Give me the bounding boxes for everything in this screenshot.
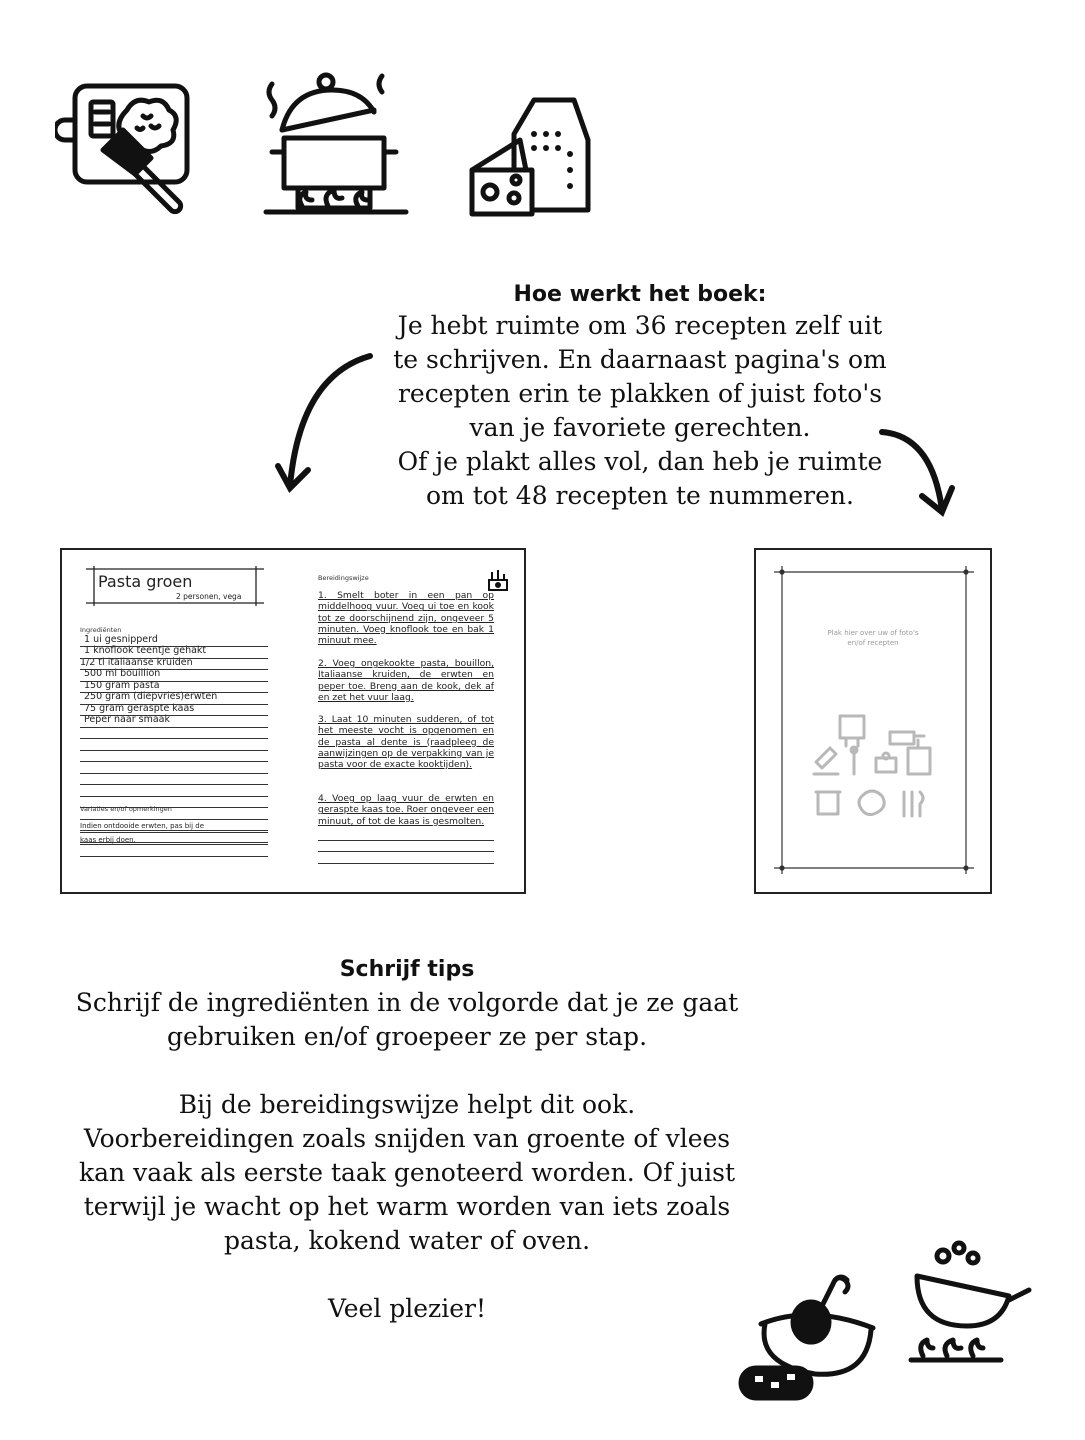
recipe-book-preview	[60, 548, 526, 894]
ruled-line	[80, 692, 268, 693]
list-item: 500 ml bouillion	[84, 668, 161, 679]
text-line: gebruiken en/of groepeer ze per stap.	[166, 1022, 648, 1051]
list-item: 250 gram (diepvries)erwten	[84, 691, 218, 702]
paste-page-preview	[754, 548, 992, 894]
method-step: 3. Laat 10 minuten sudderen, of tot het meeste vocht is opgenomen en de pasta al dente is (raadpleeg de aanwijzingen op de verpakking van je pasta voor de exacte kooktijden).	[318, 714, 494, 771]
ruled-line	[80, 715, 268, 716]
text-line: Bij de bereidingswijze helpt dit ook.	[178, 1090, 636, 1119]
wok-pan-icon	[903, 1236, 1038, 1366]
variation-line: Indien ontdooide erwten, pas bij de	[80, 822, 205, 830]
ruled-line	[80, 832, 268, 833]
closing-text: Veel plezier!	[327, 1294, 487, 1323]
text-line: Of je plakt alles vol, dan heb je ruimte	[397, 447, 883, 476]
method-step: 4. Voeg op laag vuur de erwten en geraspte kaas toe. Roer ongeveer een minuut, of tot de kaas is gesmolten.	[318, 793, 494, 827]
ruled-line	[80, 646, 268, 647]
paste-text-line: Plak hier over uw of foto's	[827, 629, 919, 637]
ruled-line	[80, 784, 268, 785]
variation-line: kaas erbij doen.	[80, 836, 136, 844]
how-it-works-text	[380, 309, 900, 513]
ruled-line	[318, 851, 494, 852]
recipe-servings: 2 personen, vega	[176, 592, 242, 601]
method-step: 1. Smelt boter in een pan op middelhoog vuur. Voeg ui toe en kook tot ze doorschijnend zijn, ongeveer 5 minuten. Voeg knoflook toe en bak 1 minuut mee.	[318, 590, 494, 647]
list-item: 1 ui gesnipperd	[84, 634, 158, 645]
text-line: te schrijven. En daarnaast pagina's om	[393, 345, 887, 374]
ruled-line	[80, 761, 268, 762]
list-item: 1 knoflook teentje gehakt	[84, 645, 207, 656]
text-line: van je favoriete gerechten.	[469, 413, 811, 442]
ingredients-label: Ingrediënten	[80, 626, 122, 634]
how-it-works-section	[380, 282, 900, 513]
arrow-down-left-icon	[270, 348, 380, 498]
paste-instruction	[796, 628, 950, 648]
recipe-title: Pasta groen	[98, 572, 193, 591]
list-item: 75 gram geraspte kaas	[84, 703, 195, 714]
ruled-line	[80, 681, 268, 682]
cooking-pot-icon	[258, 66, 413, 221]
text-line: Voorbereidingen zoals snijden van groente of vlees	[83, 1124, 731, 1153]
ruled-line	[80, 796, 268, 797]
tips-heading: Schrijf tips	[339, 957, 475, 982]
ruled-line	[318, 840, 494, 841]
text-line: Schrijf de ingrediënten in de volgorde dat je ze gaat	[75, 988, 739, 1017]
kitchen-tools-icon	[486, 568, 510, 592]
ruled-line	[80, 750, 268, 751]
cutting-board-icon	[55, 80, 195, 220]
paste-text-line: en/of recepten	[847, 639, 899, 647]
list-item: Peper naar smaak	[84, 714, 170, 725]
cheese-grater-icon	[464, 94, 594, 219]
ruled-line	[80, 727, 268, 728]
ruled-line	[318, 863, 494, 864]
ruled-line	[80, 658, 268, 659]
ruled-line	[80, 830, 268, 831]
how-it-works-heading: Hoe werkt het boek:	[513, 282, 767, 307]
list-item: 150 gram pasta	[84, 680, 160, 691]
text-line: terwijl je wacht op het warm worden van iets zoals	[83, 1192, 731, 1221]
method-label: Bereidingswijze	[318, 574, 369, 582]
text-line: pasta, kokend water of oven.	[223, 1226, 591, 1255]
tips-paragraph-2	[60, 1088, 754, 1258]
tips-paragraph-1	[60, 986, 754, 1054]
arrow-down-right-icon	[878, 424, 958, 519]
ruled-line	[80, 738, 268, 739]
text-line: om tot 48 recepten te nummeren.	[426, 481, 854, 510]
ruled-line	[80, 704, 268, 705]
writing-tips-section	[60, 957, 754, 1326]
ruled-line	[80, 856, 268, 857]
ruled-line	[80, 773, 268, 774]
list-item: 1/2 tl italiaanse kruiden	[80, 657, 193, 668]
kitchen-illustrations-icon	[810, 712, 942, 822]
variations-label: Variaties en/of opmerkingen	[80, 805, 172, 813]
text-line: recepten erin te plakken of juist foto's	[397, 379, 883, 408]
ruled-line	[80, 669, 268, 670]
text-line: kan vaak als eerste taak genoteerd worden. Of juist	[78, 1158, 736, 1187]
text-line: Je hebt ruimte om 36 recepten zelf uit	[397, 311, 883, 340]
method-step: 2. Voeg ongekookte pasta, bouillon, Italiaanse kruiden, de erwten en peper toe. Breng aan de kook, dek af en zet het vuur laag.	[318, 658, 494, 703]
ruled-line	[80, 819, 268, 820]
ruled-line	[80, 844, 268, 845]
mixing-bowl-icon	[735, 1266, 890, 1406]
